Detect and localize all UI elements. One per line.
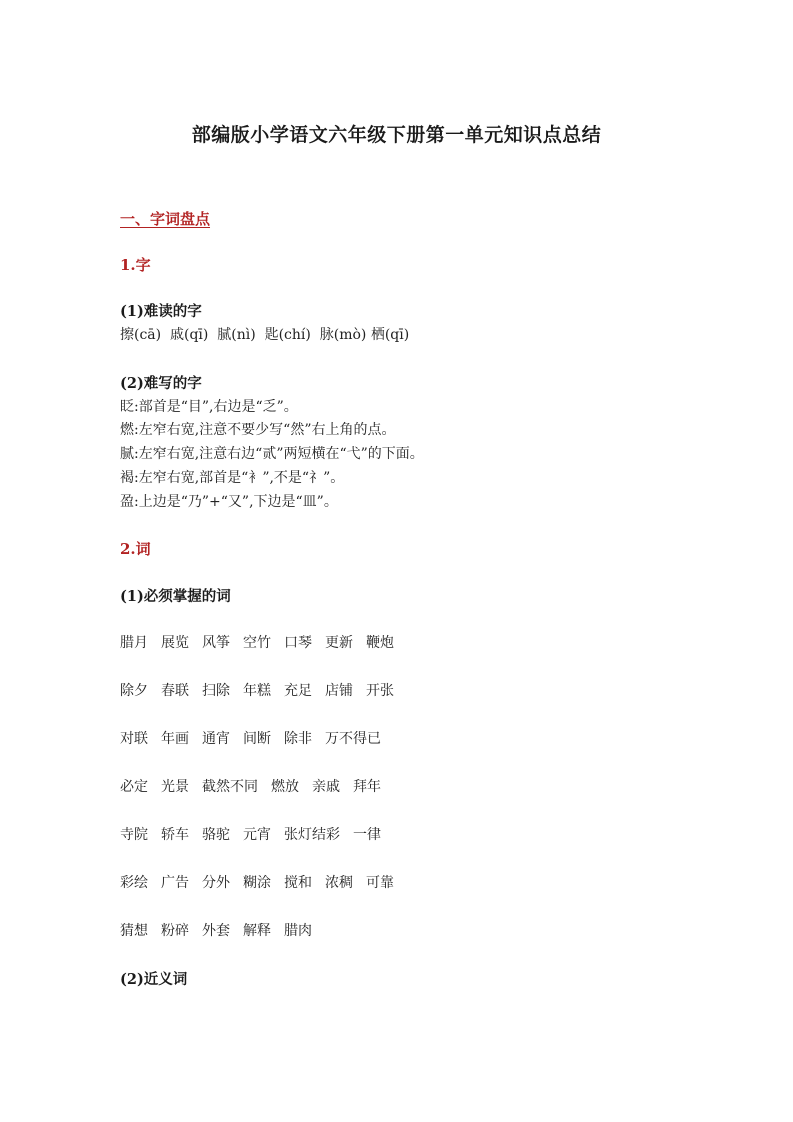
word-row xyxy=(120,824,394,844)
word-item: 春联 xyxy=(161,683,189,699)
word-item: 解释 xyxy=(243,923,271,939)
word-item: 口琴 xyxy=(284,635,312,651)
word-item: 空竹 xyxy=(243,635,271,651)
word-item: 风筝 xyxy=(202,635,230,651)
word-item: 截然不同 xyxy=(202,779,258,795)
word-item: 通宵 xyxy=(202,731,230,747)
word-item: 光景 xyxy=(161,779,189,795)
hard-to-write-line: 腻:左窄右宽,注意右边“贰”两短横在“弋”的下面。 xyxy=(120,446,424,462)
subsection-heading-characters: 1.字 xyxy=(120,256,151,274)
word-item: 开张 xyxy=(366,683,394,699)
hard-to-write-line: 眨:部首是“目”,右边是“乏”。 xyxy=(120,399,298,415)
word-item: 除夕 xyxy=(120,683,148,699)
word-row xyxy=(120,920,325,940)
word-item: 糊涂 xyxy=(243,875,271,891)
word-item: 猜想 xyxy=(120,923,148,939)
word-item: 万不得已 xyxy=(325,731,381,747)
word-item: 对联 xyxy=(120,731,148,747)
word-item: 腊肉 xyxy=(284,923,312,939)
word-item: 可靠 xyxy=(366,875,394,891)
hard-to-write-line: 褐:左窄右宽,部首是“衤”,不是“礻”。 xyxy=(120,470,345,486)
word-item: 寺院 xyxy=(120,827,148,843)
word-item: 充足 xyxy=(284,683,312,699)
word-item: 间断 xyxy=(243,731,271,747)
word-row xyxy=(120,728,394,748)
word-item: 必定 xyxy=(120,779,148,795)
word-item: 扫除 xyxy=(202,683,230,699)
word-item: 拜年 xyxy=(353,779,381,795)
word-item: 搅和 xyxy=(284,875,312,891)
word-item: 亲戚 xyxy=(312,779,340,795)
word-row xyxy=(120,776,394,796)
word-item: 分外 xyxy=(202,875,230,891)
subsection-heading-words: 2.词 xyxy=(120,540,151,558)
word-item: 张灯结彩 xyxy=(284,827,340,843)
word-item: 除非 xyxy=(284,731,312,747)
heading-hard-to-read: (1)难读的字 xyxy=(120,303,202,320)
word-item: 粉碎 xyxy=(161,923,189,939)
word-item: 店铺 xyxy=(325,683,353,699)
heading-must-master-words: (1)必须掌握的词 xyxy=(120,588,231,605)
word-item: 展览 xyxy=(161,635,189,651)
word-row xyxy=(120,632,407,652)
word-item: 浓稠 xyxy=(325,875,353,891)
hard-to-read-characters: 擦(cā) 戚(qī) 腻(nì) 匙(chí) 脉(mò) 栖(qī) xyxy=(120,327,410,343)
word-item: 轿车 xyxy=(161,827,189,843)
word-item: 更新 xyxy=(325,635,353,651)
word-item: 元宵 xyxy=(243,827,271,843)
hard-to-write-line: 燃:左窄右宽,注意不要少写“然”右上角的点。 xyxy=(120,422,396,438)
word-item: 年画 xyxy=(161,731,189,747)
word-item: 外套 xyxy=(202,923,230,939)
word-item: 腊月 xyxy=(120,635,148,651)
hard-to-write-line: 盈:上边是“乃”+“又”,下边是“皿”。 xyxy=(120,494,338,510)
heading-hard-to-write: (2)难写的字 xyxy=(120,375,202,392)
document-title: 部编版小学语文六年级下册第一单元知识点总结 xyxy=(191,124,602,146)
word-item: 鞭炮 xyxy=(366,635,394,651)
word-item: 燃放 xyxy=(271,779,299,795)
word-item: 骆驼 xyxy=(202,827,230,843)
word-item: 彩绘 xyxy=(120,875,148,891)
heading-synonyms: (2)近义词 xyxy=(120,971,188,988)
word-item: 一律 xyxy=(353,827,381,843)
word-item: 年糕 xyxy=(243,683,271,699)
word-row xyxy=(120,872,407,892)
section-heading-vocabulary-review: 一、字词盘点 xyxy=(120,210,211,228)
word-row xyxy=(120,680,407,700)
word-item: 广告 xyxy=(161,875,189,891)
